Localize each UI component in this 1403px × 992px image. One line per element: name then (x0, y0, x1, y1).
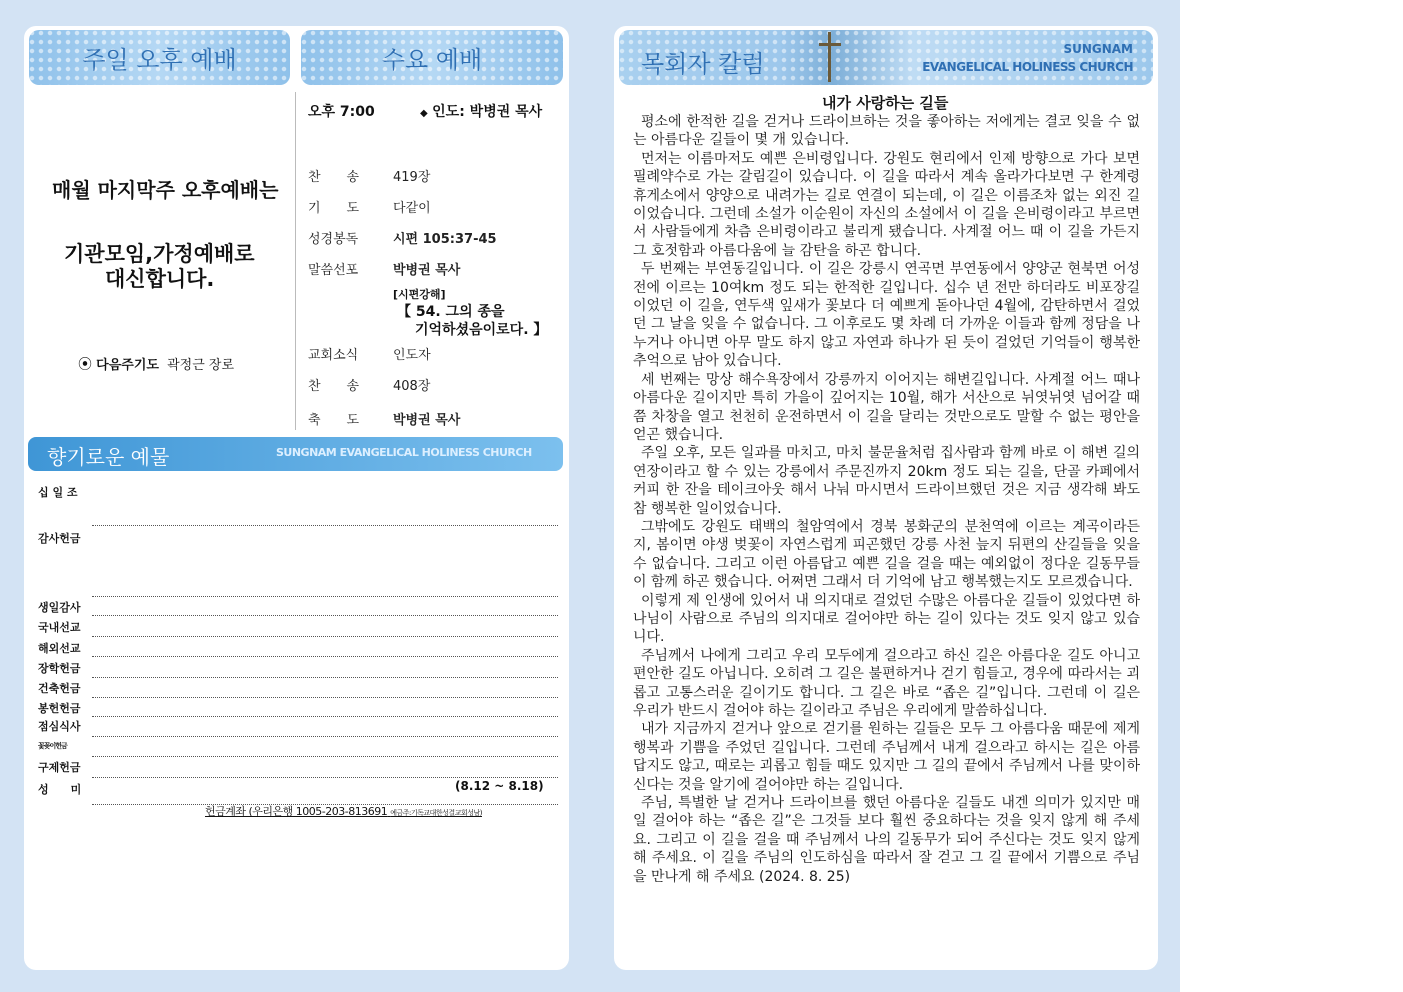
wednesday-time: 오후 7:00 (308, 104, 375, 120)
essay-paragraph: 주일 오후, 모든 일과를 마치고, 마치 불문율처럼 집사람과 함께 바로 이 해변 길의 연장이라고 할 수 있는 강릉에서 주문진까지 20km 정도 되는 길을, 단골 카페에서 커피 한 잔을 테이크아웃 해서 나눠 마시면서 드라이브했던 것은 지금 생각해 봐도 참 행복한 일이었습니다. (633, 445, 1140, 517)
offering-line (92, 677, 558, 678)
order-value-reading: 시편 105:37-45 (393, 232, 497, 247)
essay-paragraph: 먼저는 이름마저도 예쁜 은비령입니다. 강원도 현리에서 인제 방향으로 가다 보면 필례약수로 가는 갈림길이 있습니다. 이 길을 따라서 계속 올라가다보면 구 한계령 휴게소에서 양양으로 내려가는 길로 연결이 되는데, 이 길은 이름조차 없는 외진 길이었습니다. 그런데 소설가 이순원이 자신의 소설에서 이 길을 은비령이라고 부르면서 사람들에게 차츰 은비령이라고 불리게 됐습니다. 사계절 어느 때 이 길을 가든지 그 호젓함과 아름다움에 늘 감탄을 하곤 합니다. (633, 150, 1140, 259)
offering-label-scholarship: 장학헌금 (38, 662, 81, 675)
essay-paragraph: 평소에 한적한 길을 걷거나 드라이브하는 것을 좋아하는 저에게는 결코 잊을 수 없는 아름다운 길들이 몇 개 있습니다. (633, 114, 1140, 149)
essay-paragraph: 그밖에도 강원도 태백의 철암역에서 경북 봉화군의 분천역에 이르는 계곡이라든지, 봄이면 야생 벚꽃이 자연스럽게 피곤했던 강릉 사천 늪지 뒤편의 산길들을 잊을 수 없습니다. 그리고 이런 아름답고 예쁜 길을 걸을 때는 예외없이 정다운 길동무들이 함께 하곤 했습니다. 어쩌면 그래서 더 기억에 남고 행복했는지도 모르겠습니다. (633, 518, 1140, 591)
essay-paragraph: 내가 지금까지 걷거나 앞으로 걷기를 원하는 길들은 모두 그 아름다움 때문에 제게 행복과 기쁨을 주었던 길입니다. 그런데 주님께서 내게 걸으라고 하시는 길은 아름답지도 않고, 때로는 괴롭고 힘들 때도 있지만 그 길의 끝에서 주님께서 나를 맞이하신다는 것을 알기에 걸어야만 하는 길입니다. (633, 721, 1140, 793)
column-divider (295, 92, 296, 430)
sunday-afternoon-title: 주일 오후 예배 (82, 46, 237, 74)
bullet-icon: ⦿ (78, 357, 92, 373)
offering-label-domestic-mission: 국내선교 (38, 621, 81, 634)
offering-line (92, 756, 558, 757)
offering-line (92, 596, 558, 597)
offering-label-birthday: 생일감사 (38, 601, 81, 614)
offering-church-en: SUNGNAM EVANGELICAL HOLINESS CHURCH (276, 446, 532, 459)
order-label-hymn-2: 찬 송 (308, 379, 360, 394)
next-prayer-label: 다음주기도 (96, 358, 159, 373)
offering-line (92, 697, 558, 698)
essay-paragraph: 주님께서 나에게 그리고 우리 모두에게 걸으라고 하신 길은 아름다운 길도 아니고 편안한 길도 아닙니다. 오히려 그 길은 불편하거나 걷기 힘들고, 경우에 따라서는 괴롭고 고통스러운 길이기도 합니다. 그 길은 바로 “좁은 길”입니다. 그런데 이 길은 우리가 반드시 걸어야 하는 길이라고 주님은 우리에게 말씀하십니다. (633, 647, 1140, 719)
offering-header (28, 437, 563, 471)
sermon-series: [시편강해] (393, 288, 446, 301)
offering-line (92, 615, 558, 616)
wednesday-leader-text: 인도: 박병권 목사 (432, 104, 543, 120)
notice-line-2: 기관모임,가정예배로 (64, 242, 255, 266)
offering-label-tithe: 십 일 조 (38, 486, 78, 499)
order-value-news: 인도자 (393, 348, 431, 363)
order-label-benediction: 축 도 (308, 413, 360, 428)
offering-date-range: (8.12 ~ 8.18) (455, 779, 544, 793)
essay-paragraph: 이렇게 제 인생에 있어서 내 의지대로 걸었던 수많은 아름다운 길들이 있었다면 하나님이 사람으로 주님의 의지대로 걸어야만 하는 길이 있다는 것도 잊지 않고 있습니다. (633, 592, 1140, 646)
offering-line (92, 777, 558, 778)
column-title: 목회자 칼럼 (641, 50, 765, 78)
offering-title: 향기로운 예물 (47, 445, 170, 469)
essay-paragraph: 세 번째는 망상 해수욕장에서 강릉까지 이어지는 해변길입니다. 사계절 어느 때나 아름다운 길이지만 특히 가을이 깊어지는 10월, 해가 서산으로 뉘엿뉘엿 넘어갈 때쯤 차창을 열고 천천히 운전하면서 이 길을 달리는 것만으로도 말할 수 없는 평안을 얻곤 했습니다. (633, 371, 1140, 443)
order-value-hymn-2: 408장 (393, 379, 431, 394)
column-church-en-2: EVANGELICAL HOLINESS CHURCH (922, 60, 1133, 74)
sermon-title-line-1: 【 54. 그의 종을 (397, 304, 505, 320)
order-value-benediction: 박병권 목사 (393, 413, 461, 428)
next-prayer (78, 354, 234, 374)
notice-line-3: 대신합니다. (105, 267, 215, 291)
offering-account-holder: 예금주:기독교대한성결교회성남) (390, 809, 482, 817)
offering-account-number: 헌금계좌 (우리은행 1005-203-813691 (205, 805, 388, 818)
order-label-news: 교회소식 (308, 348, 359, 363)
diamond-icon: ◆ (420, 108, 428, 119)
next-prayer-name: 곽정근 장로 (167, 358, 235, 373)
sermon-title-line-2: 기억하셨음이로다. 】 (415, 322, 548, 338)
offering-label-relief: 구제헌금 (38, 761, 81, 774)
column-church-en-1: SUNGNAM (1063, 42, 1133, 56)
offering-line (92, 525, 558, 526)
offering-label-thanks: 감사헌금 (38, 532, 81, 545)
order-value-hymn: 419장 (393, 170, 431, 185)
offering-label-building: 건축헌금 (38, 682, 81, 695)
offering-label-rice: 성 미 (38, 783, 82, 796)
essay-title: 내가 사랑하는 길들 (822, 94, 949, 112)
wednesday-header (301, 30, 563, 85)
offering-line (92, 656, 558, 657)
essay-paragraph: 주님, 특별한 날 걷거나 드라이브를 했던 아름다운 길들도 내겐 의미가 있지만 매일 걸어야 하는 “좁은 길”은 그것들 보다 훨씬 중요하다는 것을 잊지 않게 해 주세요. 그리고 이 길을 걸을 때 주님께서 나의 길동무가 되어 주신다는 것도 잊지 않게 해 주세요. 이 길을 주님의 인도하심을 따라서 잘 걷고 그 길 끝에서 기쁨으로 주님을 만나게 해 주세요 (2024. 8. 25) (633, 795, 1140, 885)
offering-line (92, 716, 558, 717)
offering-label-flower: 꽃꽂이헌금 (38, 742, 67, 750)
order-label-prayer: 기 도 (308, 201, 360, 216)
cross-icon (817, 32, 843, 82)
offering-account (205, 803, 482, 819)
wednesday-title: 수요 예배 (381, 46, 483, 74)
order-label-sermon: 말씀선포 (308, 263, 359, 278)
wednesday-leader (420, 101, 542, 121)
offering-label-lunch: 점심식사 (38, 720, 81, 733)
sunday-afternoon-header (29, 30, 290, 85)
order-label-reading: 성경봉독 (308, 232, 359, 247)
offering-label-dedication: 봉헌헌금 (38, 702, 81, 715)
offering-line (92, 636, 558, 637)
essay-body (633, 113, 1140, 886)
column-header (619, 30, 1153, 85)
order-value-sermon: 박병권 목사 (393, 263, 461, 278)
offering-label-overseas-mission: 해외선교 (38, 642, 81, 655)
left-panel (24, 26, 569, 970)
notice-line-1: 매월 마지막주 오후예배는 (52, 178, 279, 202)
order-value-prayer: 다같이 (393, 201, 431, 216)
offering-line (92, 736, 558, 737)
order-label-hymn: 찬 송 (308, 170, 360, 185)
essay-paragraph: 두 번째는 부연동길입니다. 이 길은 강릉시 연곡면 부연동에서 양양군 현북면 어성전에 이르는 10여km 정도 되는 한적한 길입니다. 십수 년 전만 하더라도 비포장길이었던 이 길을, 연두색 잎새가 꽃보다 더 예쁘게 돋아나던 4월에, 감탄하면서 걸었던 그 날을 잊을 수 없습니다. 그 이후로도 몇 차례 더 가까운 이들과 함께 정담을 나누거나 아니면 아무 말도 하지 않고 자연과 하나가 된 듯이 걸었던 기억들이 행복한 추억으로 남아 있습니다. (633, 261, 1140, 370)
